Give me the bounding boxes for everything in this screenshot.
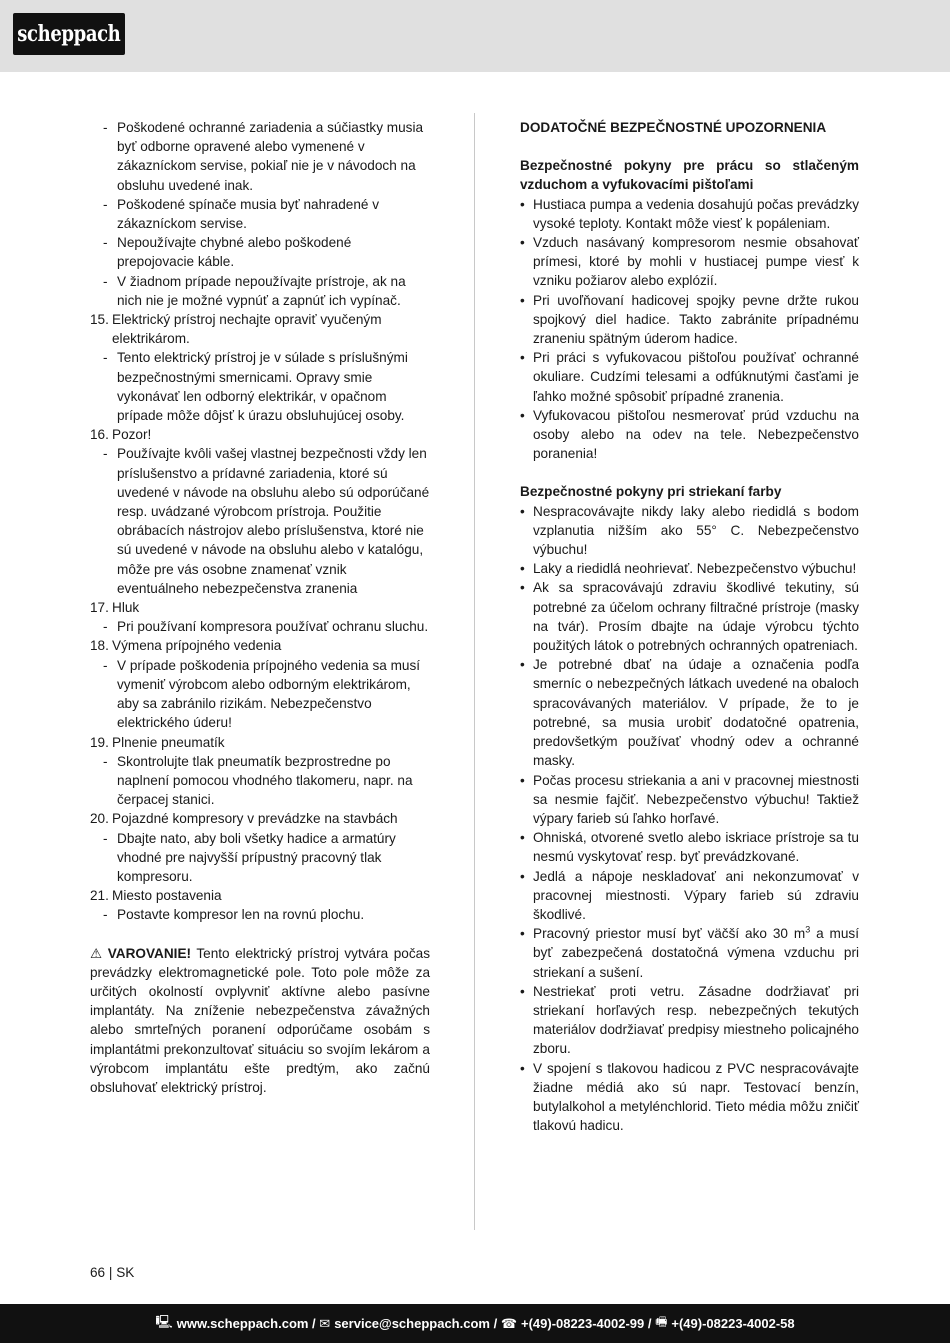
fax-number: +(49)-08223-4002-58: [671, 1316, 795, 1331]
list-item: • Nespracovávajte nikdy laky alebo riedidlá s bodom vzplanutia nižším ako 55° C. Nebezpečenstvo výbuchu!: [520, 502, 859, 560]
warning-text: Tento elektrický prístroj vytvára počas prevádzky elektromagnetické pole. Toto pole môže za určitých okolností ovplyvniť aktívne alebo pasívne implantáty. Na zníženie nebezpečenstva závažných alebo smrteľných poranení odporúčame osobám s implantátmi prekonzultovať situáciu so svojím lekárom a výrobcom implantátu ešte predtým, ako začnú obsluhovať elektrický prístroj.: [90, 945, 431, 1095]
right-column: [520, 118, 859, 1135]
list-item: • Je potrebné dbať na údaje a označenia podľa smerníc o nebezpečných látkach uvedené na obaloch spracovávaných materiálov. V prípade, že to je potrebné, sa musia urobiť dodatočné opatrenia, predovšetkým používať vhodný odev a ochranné masky.: [520, 655, 859, 770]
page-number: 66 | SK: [90, 1265, 135, 1280]
brand-logo: scheppach: [13, 13, 125, 55]
website-link[interactable]: www.scheppach.com /: [176, 1316, 316, 1331]
list-item: • Hustiaca pumpa a vedenia dosahujú počas prevádzky vysoké teploty. Kontakt môže viesť k popáleniam.: [520, 195, 859, 233]
numbered-item: 21. Miesto postavenia: [90, 888, 222, 904]
paint-spraying-list-continued: [520, 982, 859, 1136]
dash-item: - Tento elektrický prístroj je v súlade s príslušnými bezpečnostnými smernicami. Opravy smie vykonávať len odborný elektrikár, v opačnom prípade môže dôjsť k úrazu obsluhujúcej osoby.: [90, 348, 430, 425]
numbered-item: 17. Hluk: [90, 600, 140, 616]
paint-spraying-list: [520, 502, 859, 924]
dash-item: - V žiadnom prípade nepoužívajte prístroje, ak na nich nie je možné vypnúť a zapnúť ich vypínač.: [90, 272, 430, 310]
left-instruction-list: [90, 118, 430, 925]
section-heading-compressed-air: Bezpečnostné pokyny pre prácu so stlačeným vzduchom a vyfukovacími pištoľami: [520, 158, 859, 193]
warning-title: ⚠ VAROVANIE!: [90, 946, 191, 961]
warning-paragraph: [90, 944, 430, 1098]
contact-bar: [0, 1304, 950, 1343]
section-heading-paint-spraying: Bezpečnostné pokyny pri striekaní farby: [520, 484, 782, 500]
fax-icon: 🖷: [655, 1313, 668, 1329]
list-item: • Jedlá a nápoje neskladovať ani nekonzumovať v pracovnej miestnosti. Výpary farieb sú zdraviu škodlivé.: [520, 867, 859, 925]
list-item: • Ak sa spracovávajú zdraviu škodlivé tekutiny, sú potrebné za účelom ochrany filtračné prístroje (masky na tvár). Prosím dbajte na údaje výrobcu týchto použitých látok o potrebných ochranných opatreniach.: [520, 578, 859, 655]
phone-number: +(49)-08223-4002-99 /: [521, 1316, 652, 1331]
dash-item: - Dbajte nato, aby boli všetky hadice a armatúry vhodné pre najvyšší prípustný pracovný tlak kompresoru.: [90, 829, 430, 887]
dash-item: - V prípade poškodenia prípojného vedenia sa musí vymeniť výrobcom alebo odborným elektrikárom, aby sa zabránilo rizikám. Nebezpečenstvo elektrického úderu!: [90, 656, 430, 733]
list-item: • Vzduch nasávaný kompresorom nesmie obsahovať prímesi, ktoré by mohli v hustiacej pumpe viesť k vzniku požiarov alebo explózií.: [520, 233, 859, 291]
numbered-item: 19. Plnenie pneumatík: [90, 734, 225, 750]
list-item: • Pri uvoľňovaní hadicovej spojky pevne držte rukou spojkový diel hadice. Takto zabránite prípadnému zraneniu spätným úderom hadice.: [520, 291, 859, 349]
dash-item: - Pri používaní kompresora používať ochranu sluchu.: [90, 617, 430, 636]
warning-triangle-icon: ⚠: [90, 945, 103, 961]
left-column: [90, 118, 430, 1097]
email-icon: ✉: [319, 1315, 331, 1331]
dash-item: - Skontrolujte tlak pneumatík bezprostredne po naplnení pomocou vhodného tlakomeru, napr. na čerpacej stanici.: [90, 752, 430, 810]
compressed-air-list: [520, 195, 859, 464]
numbered-item: 18. Výmena prípojného vedenia: [90, 638, 282, 654]
dash-item: - Používajte kvôli vašej vlastnej bezpečnosti vždy len príslušenstvo a prídavné zariadenia, ktoré sú uvedené v návode na obsluhu alebo sú odporúčané resp. uvádzané výrobcom prístroja. Použitie obrábacích nástrojov alebo príslušenstva, ktoré nie sú uvedené v návode na obsluhu alebo v katalógu, môže pre vás osobne znamenať vznik eventuálneho nebezpečenstva zranenia: [90, 444, 430, 598]
list-item: • Laky a riedidlá neohrievať. Nebezpečenstvo výbuchu!: [520, 559, 859, 578]
numbered-item: 20. Pojazdné kompresory v prevádzke na stavbách: [90, 811, 398, 827]
dash-item: - Poškodené spínače musia byť nahradené v zákazníckom servise.: [90, 195, 430, 233]
numbered-item: 15. Elektrický prístroj nechajte opraviť vyučeným elektrikárom.: [90, 312, 382, 347]
phone-icon: ☎: [500, 1315, 518, 1331]
dash-item: - Poškodené ochranné zariadenia a súčiastky musia byť odborne opravené alebo vymenené v zákazníckom servise, pokiaľ nie je v návodoch na obsluhu uvedené inak.: [90, 118, 430, 195]
dash-item: - Postavte kompresor len na rovnú plochu.: [90, 905, 430, 924]
list-item: • Pracovný priestor musí byť väčší ako 30 $m^3$ a musí byť zabezpečená dostatočná výmena vzduchu pri striekaní a sušení.: [520, 924, 859, 982]
list-item: • V spojení s tlakovou hadicou z PVC nespracovávajte žiadne médiá ako sú napr. Testovací benzín, butylalkohol a metylénchlorid. Tieto média môžu zničiť tlakovú hadicu.: [520, 1059, 859, 1136]
header-bar: [0, 0, 950, 72]
list-item: • Pri práci s vyfukovacou pištoľou používať ochranné okuliare. Cudzími telesami a odfúknutými časťami je ľahko možné spôsobiť prípadné zranenia.: [520, 348, 859, 406]
dash-item: - Nepoužívajte chybné alebo poškodené prepojovacie káble.: [90, 233, 430, 271]
email-link[interactable]: service@scheppach.com /: [334, 1316, 498, 1331]
numbered-item: 16. Pozor!: [90, 427, 152, 443]
computer-icon: 🖳: [155, 1313, 173, 1329]
column-divider: [474, 113, 475, 1230]
list-item: • Počas procesu striekania a ani v pracovnej miestnosti sa nesmie fajčiť. Nebezpečenstvo výbuchu! Taktiež výpary farieb sú ľahko horľavé.: [520, 771, 859, 829]
list-item: • Vyfukovacou pištoľou nesmerovať prúd vzduchu na osoby alebo na odev na tele. Nebezpečenstvo poranenia!: [520, 406, 859, 464]
main-heading: DODATOČNÉ BEZPEČNOSTNÉ UPOZORNENIA: [520, 120, 827, 135]
list-item: • Nestriekať proti vetru. Zásadne dodržiavať pri striekaní horľavých resp. nebezpečných tekutých materiálov dodržiavať predpisy miestneho policajného zboru.: [520, 982, 859, 1059]
list-item: • Ohniská, otvorené svetlo alebo iskriace prístroje sa tu nesmú vyskytovať resp. byť prevádzkované.: [520, 828, 859, 866]
